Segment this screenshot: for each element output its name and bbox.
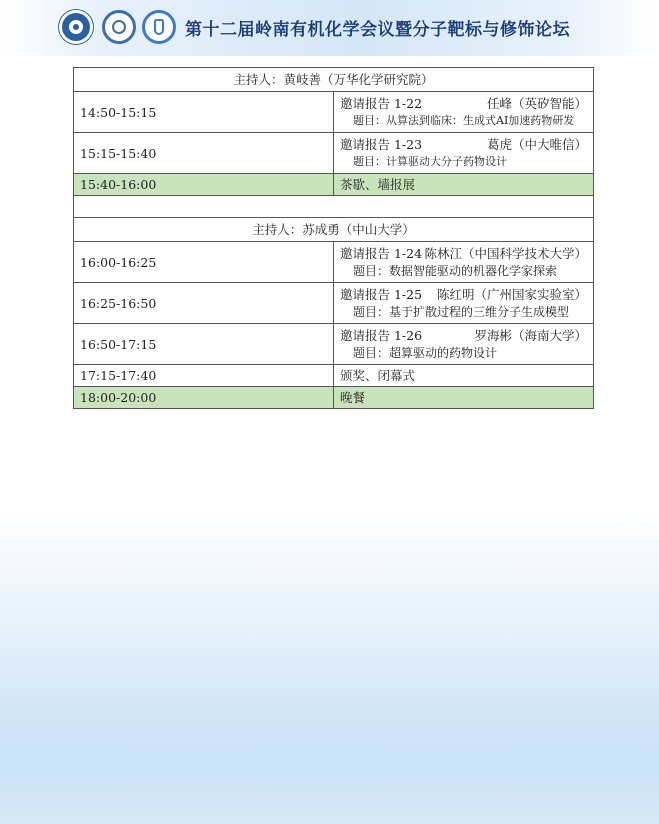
talk-cell (334, 133, 594, 174)
host-row (74, 68, 594, 92)
talk-topic: 题目：基于扩散过程的三维分子生成模型 (353, 304, 570, 319)
logo-2-icon (102, 10, 136, 44)
time-cell: 18:00-20:00 (74, 387, 334, 409)
speaker-name: 葛虎（中大唯信） (486, 137, 587, 153)
schedule-table (73, 67, 594, 409)
speaker-name: 陈林江（中国科学技术大学） (424, 245, 587, 261)
header-banner (0, 0, 659, 56)
report-label: 邀请报告 1-26 (340, 327, 423, 343)
background-skyline (0, 764, 659, 824)
report-label: 邀请报告 1-25 (340, 286, 423, 302)
time-cell: 15:15-15:40 (74, 133, 334, 174)
speaker-name: 任峰（英矽智能） (486, 96, 587, 112)
time-cell: 17:15-17:40 (74, 365, 334, 387)
talk-topic: 题目：数据智能驱动的机器化学家探索 (353, 263, 558, 278)
speaker-name: 陈红明（广州国家实验室） (436, 286, 587, 302)
closing-row (74, 365, 594, 387)
closing-label: 颁奖、闭幕式 (334, 365, 594, 387)
talk-cell (334, 92, 594, 133)
time-cell: 15:40-16:00 (74, 174, 334, 196)
report-label: 邀请报告 1-24 (340, 245, 423, 261)
time-cell: 14:50-15:15 (74, 92, 334, 133)
table-row (74, 92, 594, 133)
dinner-row (74, 387, 594, 409)
talk-topic: 题目：计算驱动大分子药物设计 (353, 155, 507, 169)
spacer-cell (74, 196, 594, 218)
host-row (74, 218, 594, 242)
talk-topic: 题目：超算驱动的药物设计 (353, 345, 498, 360)
talk-topic: 题目：从算法到临床：生成式AI加速药物研发 (353, 114, 575, 128)
table-row (74, 324, 594, 365)
report-label: 邀请报告 1-23 (340, 137, 423, 153)
conference-title: 第十二届岭南有机化学会议暨分子靶标与修饰论坛 (185, 20, 570, 40)
session-host: 主持人：苏成勇（中山大学） (74, 218, 594, 242)
report-label: 邀请报告 1-22 (340, 96, 423, 112)
spacer-row (74, 196, 594, 218)
logo-3-icon (142, 10, 176, 44)
time-cell: 16:50-17:15 (74, 324, 334, 365)
talk-cell (334, 242, 594, 283)
session-host: 主持人：黄岐善（万华化学研究院） (74, 68, 594, 92)
table-row (74, 242, 594, 283)
talk-cell (334, 324, 594, 365)
time-cell: 16:00-16:25 (74, 242, 334, 283)
table-row (74, 283, 594, 324)
logo-1-icon (59, 10, 93, 44)
break-row (74, 174, 594, 196)
time-cell: 16:25-16:50 (74, 283, 334, 324)
break-label: 茶歇、墙报展 (334, 174, 594, 196)
speaker-name: 罗海彬（海南大学） (474, 327, 587, 343)
talk-cell (334, 283, 594, 324)
table-row (74, 133, 594, 174)
dinner-label: 晚餐 (334, 387, 594, 409)
